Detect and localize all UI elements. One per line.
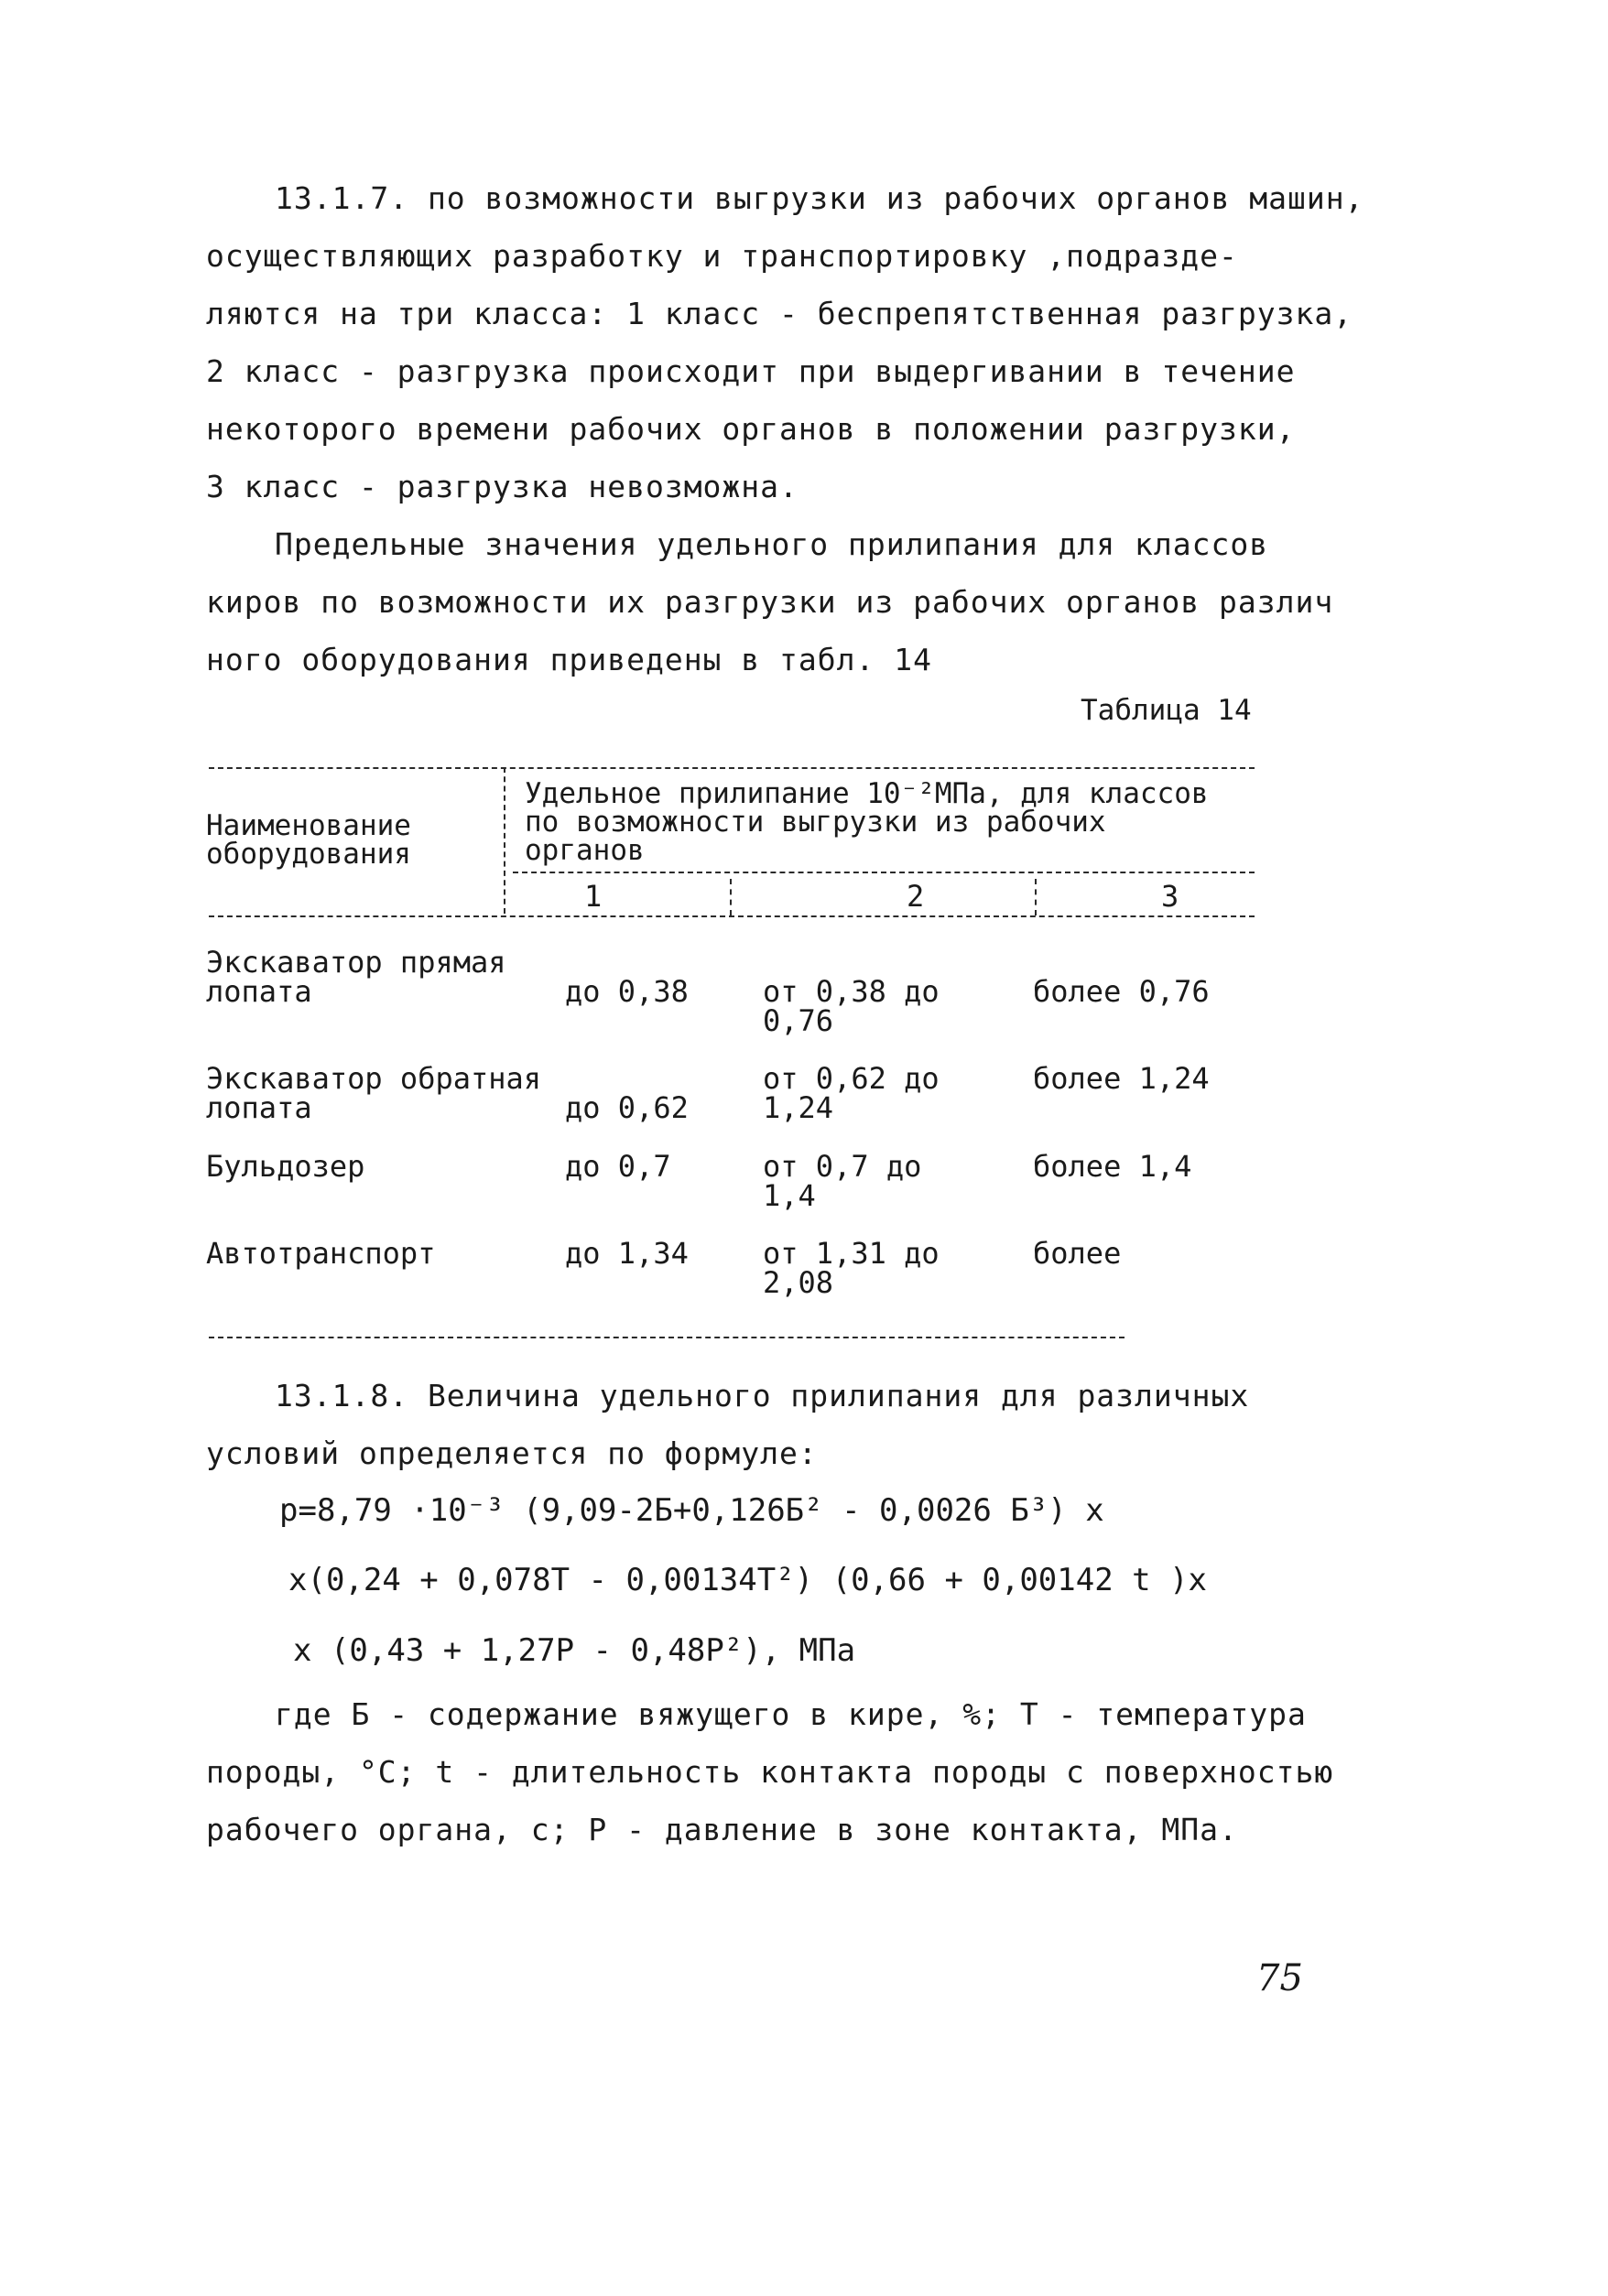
cell-equipment: Автотранспорт: [206, 1236, 436, 1271]
table-header-rule: [209, 915, 1255, 917]
cell-class-2: от 0,62 до 1,24: [763, 1061, 940, 1125]
text-line: рабочего органа, с; Р - давление в зоне контакта, МПа.: [206, 1812, 1238, 1847]
table-column-separator: [504, 767, 505, 914]
text-line: ляются на три класса: 1 класс - беспрепятственная разгрузка,: [206, 296, 1353, 331]
cell-equipment: Экскаватор обратная лопата: [206, 1061, 542, 1125]
formula-line: x(0,24 + 0,078Т - 0,00134Т²) (0,66 + 0,00142 t )x: [288, 1562, 1208, 1598]
cell-equipment: Экскаватор прямая лопата: [206, 945, 506, 1009]
text-line: 2 класс - разгрузка происходит при выдергивании в течение: [206, 353, 1296, 389]
text-line: киров по возможности их разгрузки из рабочих органов различ: [206, 584, 1334, 620]
cell-class-3: более 1,24: [1033, 1061, 1210, 1096]
cell-class-3: более: [1033, 1236, 1122, 1271]
class-number-3: 3: [1161, 879, 1179, 914]
text-line: Предельные значения удельного прилипания для классов: [275, 526, 1269, 562]
formula-line: p=8,79 ·10⁻³ (9,09-2Б+0,126Б² - 0,0026 Б³) x: [279, 1492, 1104, 1529]
text-line: где Б - содержание вяжущего в кире, %; Т - температура: [275, 1696, 1307, 1732]
text-line: 13.1.8. Величина удельного прилипания для различных: [275, 1378, 1250, 1413]
page-number: 75: [1256, 1957, 1303, 1999]
table-bottom-rule: [209, 1337, 1125, 1338]
text-line: ного оборудования приведены в табл. 14: [206, 642, 932, 677]
class-number-1: 1: [584, 879, 603, 914]
class-separator: [1035, 879, 1037, 915]
header-group-rule: [513, 872, 1255, 873]
table-caption: Таблица 14: [1081, 694, 1252, 727]
text-line: условий определяется по формуле:: [206, 1435, 818, 1471]
text-line: некоторого времени рабочих органов в положении разгрузки,: [206, 411, 1296, 447]
text-line: осуществляющих разработку и транспортировку ,подразде-: [206, 238, 1238, 274]
cell-class-2: от 0,7 до 1,4: [763, 1149, 922, 1213]
cell-class-1: до 0,62: [565, 1090, 689, 1125]
table-top-rule: [209, 767, 1255, 769]
class-number-2: 2: [907, 879, 925, 914]
cell-class-2: от 1,31 до 2,08: [763, 1236, 940, 1300]
text-line: породы, °С; t - длительность контакта породы с поверхностью: [206, 1754, 1334, 1790]
header-adhesion: Удельное прилипание 10⁻²МПа, для классов по возможности выгрузки из рабочих органов: [525, 777, 1209, 867]
cell-class-1: до 0,38: [565, 974, 689, 1009]
cell-class-2: от 0,38 до 0,76: [763, 974, 940, 1038]
header-equipment: Наименование оборудования: [206, 809, 411, 871]
cell-class-1: до 1,34: [565, 1236, 689, 1271]
text-line: 13.1.7. по возможности выгрузки из рабочих органов машин,: [275, 180, 1364, 216]
cell-class-3: более 0,76: [1033, 974, 1210, 1009]
cell-class-3: более 1,4: [1033, 1149, 1192, 1184]
class-separator: [730, 879, 732, 915]
cell-class-1: до 0,7: [565, 1149, 671, 1184]
formula-line: x (0,43 + 1,27Р - 0,48Р²), МПа: [293, 1632, 856, 1669]
cell-equipment: Бульдозер: [206, 1149, 365, 1184]
text-line: 3 класс - разгрузка невозможна.: [206, 469, 799, 504]
